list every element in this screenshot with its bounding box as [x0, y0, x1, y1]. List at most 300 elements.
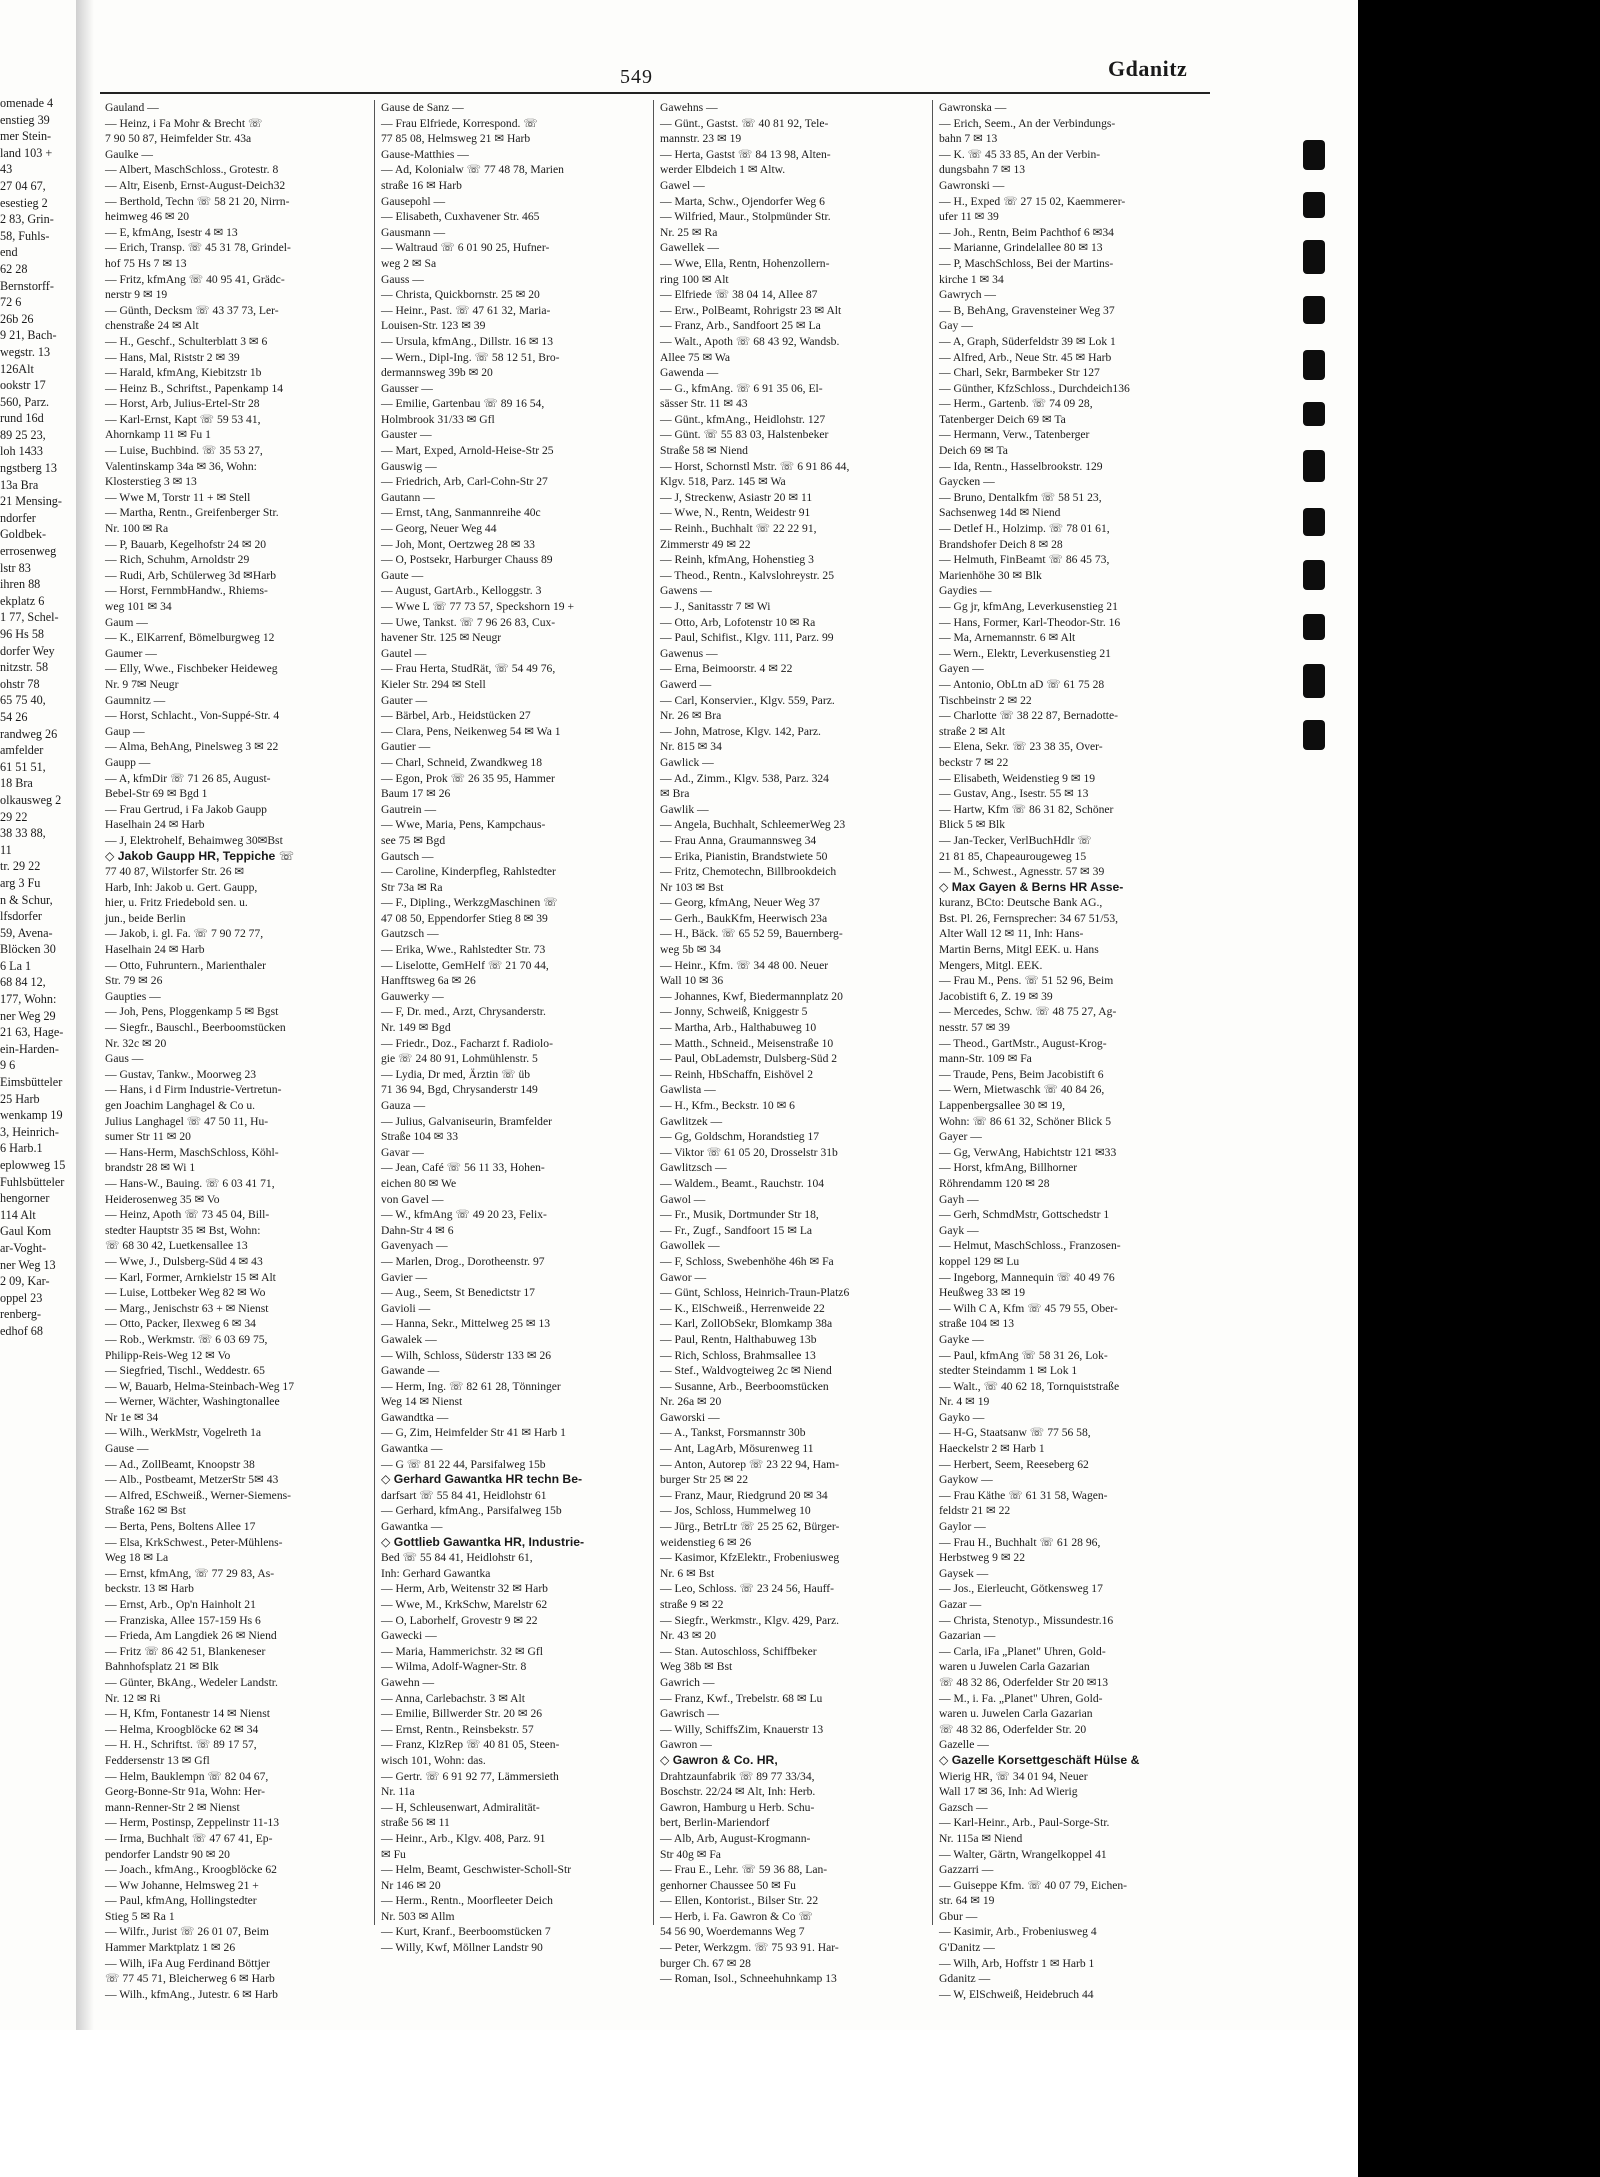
entry-line: — Aug., Seem, St Benedictstr 17: [381, 1286, 535, 1300]
entry-line: Heiderosenweg 35 ✉ Vo: [105, 1192, 220, 1206]
surname-heading: Gawel —: [660, 178, 705, 192]
entry-line: — Ad, Kolonialw ☏ 77 48 78, Marien: [381, 163, 564, 177]
entry-line: — Georg, Neuer Weg 44: [381, 522, 497, 536]
surname-heading: Gawerd —: [660, 677, 712, 691]
entry-line: mann-Str. 109 ✉ Fa: [939, 1052, 1032, 1066]
entry-line: — Susanne, Arb., Beerboomstücken: [660, 1379, 829, 1393]
entry-line: — Gg, VerwAng, Habichtstr 121 ✉33: [939, 1145, 1117, 1159]
entry-line: — Viktor ☏ 61 05 20, Drosselstr 31b: [660, 1145, 838, 1159]
thumb-mark: [1303, 240, 1325, 274]
entry-line: — Heinz, i Fa Mohr & Brecht ☏: [105, 116, 263, 130]
entry-line: — Horst, Arb, Julius-Ertel-Str 28: [105, 397, 260, 411]
entry-line: werder Elbdeich 1 ✉ Altw.: [660, 163, 786, 177]
entry-line: — Frau Gertrud, i Fa Jakob Gaupp: [105, 802, 267, 816]
thumb-mark: [1303, 140, 1325, 170]
facing-page-fragment: Eimsbütteler: [0, 1075, 63, 1090]
surname-heading: Gawrisch —: [660, 1707, 719, 1721]
thumb-mark: [1303, 296, 1325, 324]
entry-line: — Helm, Bauklempn ☏ 82 04 67,: [105, 1769, 269, 1783]
entry-line: Holmbrook 31/33 ✉ Gfl: [381, 412, 495, 426]
surname-heading: Gawlick —: [660, 755, 714, 769]
entry-line: Nr. 26a ✉ 20: [660, 1395, 722, 1409]
surname-heading: Gayk —: [939, 1223, 979, 1237]
thumb-mark: [1303, 402, 1325, 426]
surname-heading: Gaumer —: [105, 646, 157, 660]
entry-line: — Helma, Kroogblöcke 62 ✉ 34: [105, 1722, 259, 1736]
entry-line: — Johannes, Kwf, Biedermannplatz 20: [660, 989, 843, 1003]
facing-page-fragment: ihren 88: [0, 577, 41, 592]
surname-heading: Gawlitzek —: [660, 1114, 723, 1128]
facing-page-fragment: errosenweg: [0, 544, 57, 559]
facing-page-fragment: 1 77, Schel-: [0, 610, 59, 625]
facing-page-fragment: arg 3 Fu: [0, 875, 41, 890]
thumb-mark: [1303, 720, 1325, 750]
surname-heading: Gause-Matthies —: [381, 147, 469, 161]
facing-page-fragment: Gaul Kom: [0, 1224, 52, 1239]
entry-line: — Ingeborg, Mannequin ☏ 40 49 76: [939, 1270, 1115, 1284]
entry-line: — Franziska, Allee 157-159 Hs 6: [105, 1613, 261, 1627]
entry-line: — Alb., Postbeamt, MetzerStr 5✉ 43: [105, 1473, 279, 1487]
entry-line: — Wilh, Arb, Hoffstr 1 ✉ Harb 1: [939, 1956, 1095, 1970]
entry-line: — M., i. Fa. „Planet" Uhren, Gold-: [939, 1691, 1103, 1705]
entry-line: — Erika, Wwe., Rahlstedter Str. 73: [381, 943, 546, 957]
entry-line: — Berthold, Techn ☏ 58 21 20, Nirrn-: [105, 194, 290, 208]
entry-line: str. 64 ✉ 19: [939, 1894, 995, 1908]
entry-line: Nr. 26 ✉ Bra: [660, 709, 722, 723]
entry-line: — Erw., PolBeamt, Rohrigstr 23 ✉ Alt: [660, 303, 842, 317]
entry-line: hier, u. Fritz Friedebold sen. u.: [105, 896, 248, 910]
entry-line: — Peter, Werkzgm. ☏ 75 93 91. Har-: [660, 1941, 839, 1955]
entry-line: — Wilfried, Maur., Stolpmünder Str.: [660, 210, 831, 224]
entry-line: — H-G, Staatsanw ☏ 77 56 58,: [939, 1426, 1091, 1440]
entry-line: — Heinr., Arb., Klgv. 408, Parz. 91: [381, 1831, 546, 1845]
facing-page-fragment: ohstr 78: [0, 676, 40, 691]
entry-line: — Frau H., Buchhalt ☏ 61 28 96,: [939, 1535, 1101, 1549]
surname-heading: Gautrein —: [381, 802, 437, 816]
entry-line: — W, Bauarb, Helma-Steinbach-Weg 17: [105, 1379, 295, 1393]
facing-page-fragment: Blöcken 30: [0, 942, 56, 957]
entry-line: — Wwe L ☏ 77 73 57, Speckshorn 19 +: [381, 600, 574, 613]
entry-line: — Wwe, Ella, Rentn, Hohenzollern-: [660, 256, 830, 270]
facing-page-fragment: 6 Harb.1: [0, 1141, 43, 1156]
facing-page-fragment: 96 Hs 58: [0, 627, 45, 641]
entry-line: — Theod., Rentn., Kalvslohreystr. 25: [660, 568, 834, 582]
entry-line: feldstr 21 ✉ 22: [939, 1504, 1011, 1518]
entry-line: Tatenberger Deich 69 ✉ Ta: [939, 412, 1066, 426]
entry-line: — Jean, Café ☏ 56 11 33, Hohen-: [381, 1161, 545, 1175]
thumb-mark: [1303, 350, 1325, 380]
surname-heading: Gauswig —: [381, 459, 437, 473]
entry-line: — Heinz B., Schriftst., Papenkamp 14: [105, 381, 284, 395]
entry-line: — Walter, Gärtn, Wrangelkoppel 41: [939, 1847, 1107, 1861]
entry-line: — Joach., kfmAng., Kroogblöcke 62: [105, 1863, 277, 1877]
entry-line: genhorner Chaussee 50 ✉ Fu: [660, 1878, 796, 1892]
entry-line: — Martha, Rentn., Greifenberger Str.: [105, 506, 279, 520]
entry-line: beckstr. 13 ✉ Harb: [105, 1582, 194, 1596]
surname-heading: Gawehn —: [381, 1675, 435, 1689]
entry-line: — Wilh., WerkMstr, Vogelreth 1a: [105, 1426, 262, 1440]
entry-line: — Karl-Heinr., Arb., Paul-Sorge-Str.: [939, 1816, 1110, 1830]
entry-line: — H, Schleusenwart, Admiralität-: [381, 1800, 540, 1814]
entry-line: — A, Graph, Süderfeldstr 39 ✉ Lok 1: [939, 334, 1116, 348]
entry-line: — Elly, Wwe., Fischbeker Heideweg: [105, 662, 278, 676]
entry-line: — W., kfmAng ☏ 49 20 23, Felix-: [381, 1208, 547, 1222]
surname-heading: Gauss —: [381, 272, 424, 286]
surname-heading: Gawalek —: [381, 1332, 437, 1346]
entry-line: — Jonny, Schweiß, Kniggestr 5: [660, 1005, 808, 1019]
entry-line: kirche 1 ✉ 34: [939, 272, 1004, 286]
entry-line: — Paul, kfmAng, Hollingstedter: [105, 1894, 257, 1908]
entry-line: — Frau Käthe ☏ 61 31 58, Wagen-: [939, 1488, 1108, 1502]
entry-line: — F, Schloss, Swebenhöhe 46h ✉ Fa: [660, 1254, 834, 1268]
entry-line: kuranz, BCto: Deutsche Bank AG.,: [939, 896, 1103, 910]
entry-line: — Wilh, Schloss, Süderstr 133 ✉ 26: [381, 1348, 552, 1362]
entry-line: — Caroline, Kinderpfleg, Rahlstedter: [381, 865, 556, 879]
entry-line: — Paul, Rentn, Halthabuweg 13b: [660, 1332, 817, 1346]
entry-line: — Joh, Pens, Ploggenkamp 5 ✉ Bgst: [105, 1005, 279, 1019]
entry-line: — Matth., Schneid., Meisenstraße 10: [660, 1036, 834, 1050]
facing-page-fragment: 114 Alt: [0, 1207, 36, 1222]
facing-page-fragment: amfelder: [0, 743, 44, 758]
entry-line: — Wwe, M., KrkSchw, Marelstr 62: [381, 1598, 548, 1611]
surname-heading: G'Danitz —: [939, 1941, 995, 1955]
entry-line: — Ellen, Kontorist., Bilser Str. 22: [660, 1894, 819, 1908]
surname-heading: von Gavel —: [381, 1192, 444, 1206]
surname-heading: Gawronska —: [939, 101, 1007, 114]
entry-line: — Gustav, Ang., Isestr. 55 ✉ 13: [939, 787, 1089, 801]
surname-heading: Gavier —: [381, 1270, 428, 1284]
entry-line: — Hans, Former, Karl-Theodor-Str. 16: [939, 615, 1121, 629]
entry-line: — Wern, Mietwaschk ☏ 40 84 26,: [939, 1083, 1105, 1097]
entry-line: wisch 101, Wohn: das.: [381, 1753, 486, 1767]
entry-line: — Ww Johanne, Helmsweg 21 +: [105, 1878, 259, 1892]
surname-heading: Gaylor —: [939, 1520, 986, 1534]
facing-page-fragment: wegstr. 13: [0, 344, 51, 359]
entry-line: — Joh., Rentn, Beim Pachthof 6 ✉34: [939, 225, 1114, 239]
entry-line: brandstr 28 ✉ Wi 1: [105, 1161, 196, 1175]
entry-line: waren u Juwelen Carla Gazarian: [939, 1660, 1090, 1674]
entry-line: Allee 75 ✉ Wa: [660, 350, 731, 364]
entry-line: — Traude, Pens, Beim Jacobistift 6: [939, 1067, 1104, 1081]
entry-line: — Bruno, Dentalkfm ☏ 58 51 23,: [939, 490, 1102, 504]
column-3: [660, 100, 950, 1986]
entry-line: eichen 80 ✉ We: [381, 1176, 457, 1190]
facing-page-fragment: tr. 29 22: [0, 859, 41, 874]
entry-line: — Hermann, Verw., Tatenberger: [939, 428, 1090, 442]
surname-heading: Gaup —: [105, 724, 145, 738]
facing-page-fragment: esestieg 2: [0, 195, 48, 210]
surname-heading: Gautzsch —: [381, 927, 439, 941]
entry-line: — Paul, kfmAng ☏ 58 31 26, Lok-: [939, 1348, 1108, 1362]
entry-line: — Hartw, Kfm ☏ 86 31 82, Schöner: [939, 802, 1114, 816]
entry-line: Deich 69 ✉ Ta: [939, 444, 1008, 458]
entry-line: — Erich, Seem., An der Verbindungs-: [939, 116, 1116, 130]
facing-page-fragment: 61 51 51,: [0, 759, 46, 774]
entry-line: — Waltraud ☏ 6 01 90 25, Hufner-: [381, 241, 550, 255]
facing-page-fragment: 21 63, Hage-: [0, 1025, 64, 1040]
entry-line: — August, GartArb., Kelloggstr. 3: [381, 584, 542, 598]
scan-black-margin: [1358, 0, 1600, 2177]
entry-line: Bebel-Str 69 ✉ Bgd 1: [105, 787, 208, 801]
entry-line: — A., Tankst, Forsmannstr 30b: [660, 1426, 806, 1440]
entry-line: — Hans, i d Firm Industrie-Vertretun-: [105, 1083, 282, 1097]
facing-page-fragment: ookstr 17: [0, 378, 46, 393]
entry-line: 54 56 90, Woerdemanns Weg 7: [660, 1925, 805, 1939]
entry-line: — Harald, kfmAng, Kiebitzstr 1b: [105, 366, 262, 380]
entry-line: — W, ElSchweiß, Heidebruch 44: [939, 1987, 1094, 2001]
entry-line: Inh: Gerhard Gawantka: [381, 1566, 491, 1580]
entry-line: — Irma, Buchhalt ☏ 47 67 41, Ep-: [105, 1831, 273, 1845]
entry-line: — Ad., ZollBeamt, Knoopstr 38: [105, 1457, 255, 1471]
entry-line: — Wwe, N., Rentn, Weidestr 91: [660, 506, 811, 520]
facing-page-fragment: 89 25 23,: [0, 427, 46, 442]
entry-line: — Elisabeth, Weidenstieg 9 ✉ 19: [939, 771, 1096, 785]
entry-line: Dahn-Str 4 ✉ 6: [381, 1223, 454, 1237]
entry-line: — Siegfried, Tischl., Weddestr. 65: [105, 1364, 265, 1378]
entry-line: — Wern., Elektr, Leverkusenstieg 21: [939, 646, 1111, 660]
entry-line: — John, Matrose, Klgv. 142, Parz.: [660, 724, 821, 738]
entry-line: stedter Hauptstr 35 ✉ Bst, Wohn:: [105, 1223, 261, 1237]
surname-heading: Gazzarri —: [939, 1863, 994, 1877]
entry-line: Sachsenweg 14d ✉ Niend: [939, 506, 1061, 520]
entry-line: Str 73a ✉ Ra: [381, 880, 443, 894]
entry-line: — H. H., Schriftst. ☏ 89 17 57,: [105, 1738, 257, 1752]
entry-line: — Luise, Buchbind. ☏ 35 53 27,: [105, 444, 263, 458]
surname-heading: Gay —: [939, 319, 973, 333]
facing-page-fragment: oppel 23: [0, 1290, 43, 1305]
entry-line: — H, Kfm, Fontanestr 14 ✉ Nienst: [105, 1707, 270, 1721]
entry-line: koppel 129 ✉ Lu: [939, 1254, 1020, 1268]
facing-page-fragment: ein-Harden-: [0, 1041, 59, 1056]
entry-line: — Alfred, ESchweiß., Werner-Siemens-: [105, 1488, 292, 1502]
entry-line: — Ernst, tAng, Sanmannreihe 40c: [381, 506, 541, 520]
entry-line: ✉ Bra: [660, 787, 690, 801]
entry-line: — Christa, Quickbornstr. 25 ✉ 20: [381, 288, 540, 302]
surname-heading: Gayke —: [939, 1332, 984, 1346]
facing-page-fragment: 126Alt: [0, 361, 34, 376]
entry-line: weidenstieg 6 ✉ 26: [660, 1535, 752, 1549]
surname-heading: Gazarian —: [939, 1629, 996, 1643]
entry-line: — K., ElKarrenf, Bömelburgweg 12: [105, 631, 275, 645]
surname-heading: Gause de Sanz —: [381, 101, 464, 114]
facing-page-strip: [0, 95, 78, 1935]
entry-line: burger Str 25 ✉ 22: [660, 1473, 749, 1487]
entry-line: Brandshofer Deich 8 ✉ 28: [939, 537, 1063, 551]
entry-line: ☏ 77 45 71, Bleicherweg 6 ✉ Harb: [105, 1972, 275, 1986]
surname-heading: Gayen —: [939, 662, 984, 676]
entry-line: nerstr 9 ✉ 19: [105, 288, 168, 302]
entry-line: — Frau E., Lehr. ☏ 59 36 88, Lan-: [660, 1863, 828, 1877]
surname-heading: Gautier —: [381, 740, 431, 754]
surname-heading: Gaysek —: [939, 1566, 989, 1580]
entry-line: — Friedr., Doz., Facharzt f. Radiolo-: [381, 1036, 553, 1050]
entry-line: — Kasimor, KfzElektr., Frobeniusweg: [660, 1551, 840, 1565]
entry-line: — Horst, kfmAng, Billhorner: [939, 1161, 1078, 1175]
surname-heading: Gawenus —: [660, 646, 718, 660]
surname-heading: Gaute —: [381, 568, 424, 582]
entry-line: — Frau Herta, StudRät, ☏ 54 49 76,: [381, 662, 556, 676]
entry-line: — Horst, Schlacht., Von-Suppé-Str. 4: [105, 709, 280, 723]
entry-line: waren u. Juwelen Carla Gazarian: [939, 1707, 1093, 1721]
facing-page-fragment: wenkamp 19: [0, 1108, 63, 1123]
surname-heading: Gauter —: [381, 693, 428, 707]
entry-line: Weg 14 ✉ Nienst: [381, 1395, 463, 1409]
entry-line: — Frau M., Pens. ☏ 51 52 96, Beim: [939, 974, 1114, 988]
entry-line: ◇ Gerhard Gawantka HR techn Be-: [381, 1472, 583, 1487]
surname-heading: Gauland —: [105, 101, 159, 114]
entry-line: — Jos., Eierleucht, Götkensweg 17: [939, 1582, 1103, 1596]
entry-line: — Wilma, Adolf-Wagner-Str. 8: [381, 1660, 527, 1674]
entry-line: Klosterstieg 3 ✉ 13: [105, 475, 197, 489]
entry-line: — Siegfr., Bauschl., Beerboomstücken: [105, 1021, 286, 1035]
entry-line: Nr. 4 ✉ 19: [939, 1395, 990, 1409]
entry-line: Wierig HR, ☏ 34 01 94, Neuer: [939, 1769, 1088, 1783]
surname-heading: Gazelle —: [939, 1738, 989, 1752]
surname-heading: Gawrich —: [660, 1675, 715, 1689]
column-1: [105, 100, 395, 2001]
facing-page-fragment: edhof 68: [0, 1323, 43, 1338]
entry-line: — Franz, KlzRep ☏ 40 81 05, Steen-: [381, 1738, 560, 1752]
entry-line: jun., beide Berlin: [105, 911, 186, 925]
facing-page-fragment: 26b 26: [0, 311, 34, 326]
surname-heading: Gawehns —: [660, 101, 718, 114]
entry-line: — Joh, Mont, Oertzweg 28 ✉ 33: [381, 537, 535, 551]
entry-line: Blick 5 ✉ Blk: [939, 818, 1006, 832]
entry-line: Nr. 12 ✉ Ri: [105, 1691, 161, 1705]
entry-line: — Anton, Autorep ☏ 23 22 94, Ham-: [660, 1457, 840, 1471]
entry-line: — Ant, LagArb, Mösurenweg 11: [660, 1442, 814, 1456]
entry-line: Julius Langhagel ☏ 47 50 11, Hu-: [105, 1114, 269, 1128]
entry-line: Nr 146 ✉ 20: [381, 1878, 441, 1892]
facing-page-fragment: 9 6: [0, 1058, 16, 1073]
entry-line: — Stef., Waldvogteiweg 2c ✉ Niend: [660, 1364, 832, 1378]
entry-line: — Gg, Goldschm, Horandstieg 17: [660, 1130, 820, 1144]
entry-line: — Gerhard, kfmAng., Parsifalweg 15b: [381, 1504, 562, 1518]
entry-line: — Ida, Rentn., Hasselbrookstr. 129: [939, 459, 1103, 473]
surname-heading: Gawecki —: [381, 1629, 437, 1643]
entry-line: straße 9 ✉ 22: [660, 1598, 724, 1611]
facing-page-fragment: land 103 +: [0, 145, 53, 160]
facing-page-fragment: enstieg 39: [0, 112, 50, 127]
entry-line: ◇ Max Gayen & Berns HR Asse-: [939, 879, 1124, 894]
surname-heading: Gavioli —: [381, 1301, 431, 1315]
entry-line: ☏ 68 30 42, Luetkensallee 13: [105, 1239, 248, 1253]
surname-heading: Gaykow —: [939, 1473, 993, 1487]
entry-line: Röhrendamm 120 ✉ 28: [939, 1176, 1050, 1190]
surname-heading: Gawellek —: [660, 241, 719, 255]
facing-page-fragment: 3, Heinrich-: [0, 1124, 59, 1139]
entry-line: — Fritz, Chemotechn, Billbrookdeich: [660, 865, 837, 879]
entry-line: — Herm, Ing. ☏ 82 61 28, Tönninger: [381, 1379, 561, 1393]
surname-heading: Gawandtka —: [381, 1410, 449, 1424]
facing-page-fragment: dorfer Wey: [0, 643, 55, 658]
entry-line: — Helm, Beamt, Geschwister-Scholl-Str: [381, 1863, 572, 1877]
entry-line: Gawron, Hamburg u Herb. Schu-: [660, 1800, 815, 1814]
entry-line: straße 56 ✉ 11: [381, 1816, 450, 1830]
entry-line: — Hans-Herm, MaschSchloss, Köhl-: [105, 1145, 279, 1159]
entry-line: — Heinz, Apoth ☏ 73 45 04, Bill-: [105, 1208, 270, 1222]
entry-line: Str. 79 ✉ 26: [105, 974, 163, 988]
entry-line: — Rudi, Arb, Schülerweg 3d ✉Harb: [105, 568, 277, 582]
entry-line: bahn 7 ✉ 13: [939, 132, 998, 146]
entry-line: — Wwe, Maria, Pens, Kampchaus-: [381, 818, 546, 832]
entry-line: — Roman, Isol., Schneehuhnkamp 13: [660, 1972, 837, 1986]
entry-line: — Clara, Pens, Neikenweg 54 ✉ Wa 1: [381, 724, 561, 738]
entry-line: — Reinh., Buchhalt ☏ 22 22 91,: [660, 522, 817, 536]
entry-line: nesstr. 57 ✉ 39: [939, 1021, 1010, 1035]
entry-line: Wall 10 ✉ 36: [660, 974, 724, 988]
facing-page-fragment: nitzstr. 58: [0, 660, 49, 675]
entry-line: beckstr 7 ✉ 22: [939, 755, 1009, 769]
entry-line: — Mart, Exped, Arnold-Heise-Str 25: [381, 444, 554, 458]
facing-page-fragment: 177, Wohn:: [0, 992, 57, 1007]
entry-line: dungsbahn 7 ✉ 13: [939, 163, 1026, 177]
entry-line: — Walt., Apoth ☏ 68 43 92, Wandsb.: [660, 334, 840, 348]
entry-line: — Waldem., Beamt., Rauchstr. 104: [660, 1176, 825, 1190]
entry-line: burger Ch. 67 ✉ 28: [660, 1956, 751, 1970]
entry-line: — K., ElSchweiß., Herrenweide 22: [660, 1301, 825, 1315]
entry-line: chenstraße 24 ✉ Alt: [105, 319, 199, 333]
facing-page-fragment: 29 22: [0, 809, 28, 824]
entry-line: — Elfriede ☏ 38 04 14, Allee 87: [660, 288, 818, 302]
entry-line: — Friedrich, Arb, Carl-Cohn-Str 27: [381, 475, 548, 489]
entry-line: Nr. 503 ✉ Allm: [381, 1909, 455, 1923]
entry-line: Nr. 6 ✉ Bst: [660, 1566, 715, 1580]
surname-heading: Gawantka —: [381, 1520, 443, 1534]
entry-line: — Fritz ☏ 86 42 51, Blankeneser: [105, 1644, 266, 1658]
entry-line: sässer Str. 11 ✉ 43: [660, 397, 748, 411]
entry-line: Weg 18 ✉ La: [105, 1551, 169, 1565]
surname-heading: Gaus —: [105, 1052, 144, 1066]
facing-page-fragment: ner Weg 13: [0, 1257, 56, 1272]
entry-line: — Rich, Schloss, Brahmsallee 13: [660, 1348, 816, 1362]
facing-page-fragment: 2 09, Kar-: [0, 1274, 50, 1289]
entry-line: 77 40 87, Wilstorfer Str. 26 ✉: [105, 865, 245, 879]
surname-heading: Gazsch —: [939, 1800, 988, 1814]
entry-line: — Liselotte, GemHelf ☏ 21 70 44,: [381, 958, 549, 972]
facing-page-fragment: 54 26: [0, 709, 28, 724]
entry-line: — Wilh, iFa Aug Ferdinand Böttjer: [105, 1956, 270, 1970]
entry-line: — H., Bäck. ☏ 65 52 59, Bauernberg-: [660, 927, 843, 941]
entry-line: weg 5b ✉ 34: [660, 943, 721, 957]
entry-line: Marienhöhe 30 ✉ Blk: [939, 568, 1042, 582]
entry-line: — K. ☏ 45 33 85, An der Verbin-: [939, 147, 1101, 161]
entry-line: gie ☏ 24 80 91, Lohmühlenstr. 5: [381, 1052, 538, 1066]
entry-line: Bst. Pl. 26, Fernsprecher: 34 67 51/53,: [939, 911, 1119, 925]
surname-heading: Gawlik —: [660, 802, 709, 816]
entry-line: — Otto, Packer, Ilexweg 6 ✉ 34: [105, 1317, 256, 1331]
entry-line: — Herb, i. Fa. Gawron & Co ☏: [660, 1909, 813, 1923]
entry-line: — O, Postsekr, Harburger Chauss 89: [381, 553, 553, 567]
entry-line: 47 08 50, Eppendorfer Stieg 8 ✉ 39: [381, 911, 548, 925]
entry-line: — Horst, FernmbHandw., Rhiems-: [105, 584, 268, 598]
entry-line: see 75 ✉ Bgd: [381, 833, 446, 847]
entry-line: Nr 1e ✉ 34: [105, 1410, 159, 1424]
entry-line: — Ad., Zimm., Klgv. 538, Parz. 324: [660, 771, 829, 785]
facing-page-fragment: ner Weg 29: [0, 1008, 56, 1023]
entry-line: — O, Laborhelf, Grovestr 9 ✉ 22: [381, 1613, 538, 1627]
entry-line: — Heinr., Past. ☏ 47 61 32, Maria-: [381, 303, 551, 317]
entry-line: Wall 17 ✉ 36, Inh: Ad Wierig: [939, 1785, 1078, 1799]
facing-page-fragment: 38 33 88,: [0, 826, 46, 841]
entry-line: — Kasimir, Arb., Frobeniusweg 4: [939, 1925, 1097, 1939]
entry-line: Jacobistift 6, Z. 19 ✉ 39: [939, 989, 1053, 1003]
facing-page-fragment: eplowweg 15: [0, 1158, 66, 1172]
facing-page-fragment: 560, Parz.: [0, 394, 50, 409]
surname-heading: Gayh —: [939, 1192, 979, 1206]
entry-line: — Christa, Stenotyp., Missundestr.16: [939, 1613, 1114, 1627]
entry-line: — Rich, Schuhm, Arnoldstr 29: [105, 553, 250, 567]
